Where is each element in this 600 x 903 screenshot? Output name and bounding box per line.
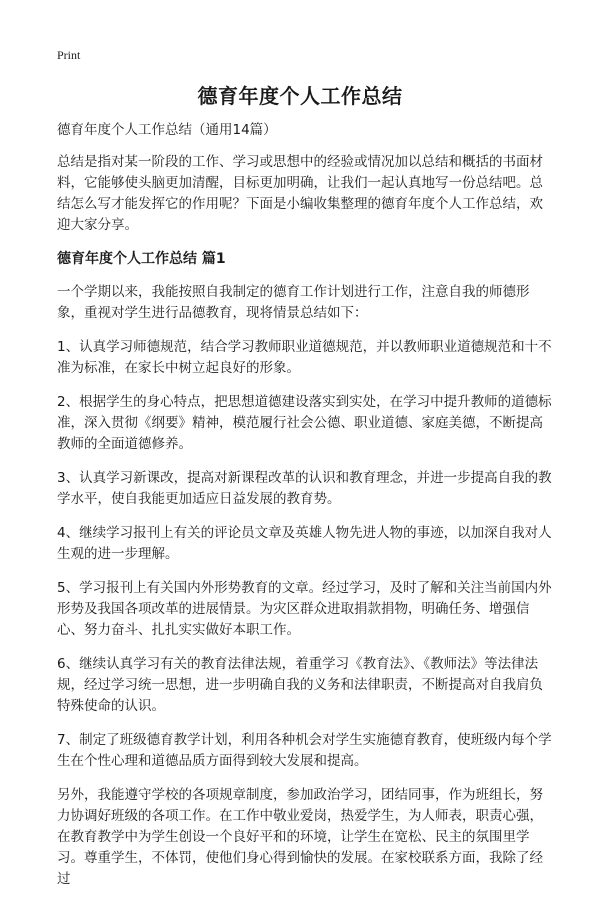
paragraph-item-2: 2、根据学生的身心特点，把思想道德建设落实到实处，在学习中提升教师的道德标准，深入贯彻《纲要》精神，模范履行社会公德、职业道德、家庭美德，不断提高教师的全面道德修养。 <box>57 394 552 452</box>
paragraph-item-6: 6、继续认真学习有关的教育法律法规，着重学习《教育法》、《教师法》等法律法规，经过学习统一思想，进一步明确自我的义务和法律职责，不断提高对自我肩负特殊使命的认识。 <box>57 656 543 714</box>
paragraph-item-3: 3、认真学习新课改，提高对新课程改革的认识和教育理念，并进一步提高自我的教学水平，使自我能更加适应日益发展的教育势。 <box>57 470 552 507</box>
article-subtitle: 德育年度个人工作总结（通用14篇） <box>57 122 277 138</box>
print-link[interactable]: Print <box>57 48 81 62</box>
paragraph-item-4: 4、继续学习报刊上有关的评论员文章及英雄人物先进人物的事迹，以加深自我对人生观的进一步理解。 <box>57 525 552 562</box>
page-title: 德育年度个人工作总结 <box>197 84 403 108</box>
intro-paragraph: 总结是指对某一阶段的工作、学习或思想中的经验或情况加以总结和概括的书面材料，它能够使头脑更加清醒，目标更加明确，让我们一起认真地写一份总结吧。总结怎么写才能发挥它的作用呢？下面是小编收集整理的德育年度个人工作总结，欢迎大家分享。 <box>57 154 543 233</box>
paragraph-item-1: 1、认真学习师德规范，结合学习教师职业道德规范，并以教师职业道德规范和十不准为标准，在家长中树立起良好的形象。 <box>57 339 552 376</box>
paragraph-opening: 一个学期以来，我能按照自我制定的德育工作计划进行工作，注意自我的师德形象，重视对学生进行品德教育，现将情景总结如下： <box>57 284 530 321</box>
paragraph-item-7: 7、制定了班级德育教学计划，利用各种机会对学生实施德育教育，使班级内每个学生在个性心理和道德品质方面得到较大发展和提高。 <box>57 732 552 769</box>
paragraph-closing: 另外，我能遵守学校的各项规章制度，参加政治学习，团结同事，作为班组长，努力协调好班级的各项工作。在工作中敬业爱岗，热爱学生，为人师表，职责心强，在教育教学中为学生创设一个良好平和的环境，让学生在宽松、民主的氛围里学习。尊重学生，不体罚，使他们身心得到愉快的发展。在家校联系方面，我除了经过 <box>57 787 543 887</box>
section-heading: 德育年度个人工作总结 篇1 <box>57 251 226 267</box>
paragraph-item-5: 5、学习报刊上有关国内外形势教育的文章。经过学习，及时了解和关注当前国内外形势及我国各项改革的进展情景。为灾区群众进取捐款捐物，明确任务、增强信心、努力奋斗、扎扎实实做好本职工作。 <box>57 580 552 638</box>
article-body <box>57 120 553 903</box>
